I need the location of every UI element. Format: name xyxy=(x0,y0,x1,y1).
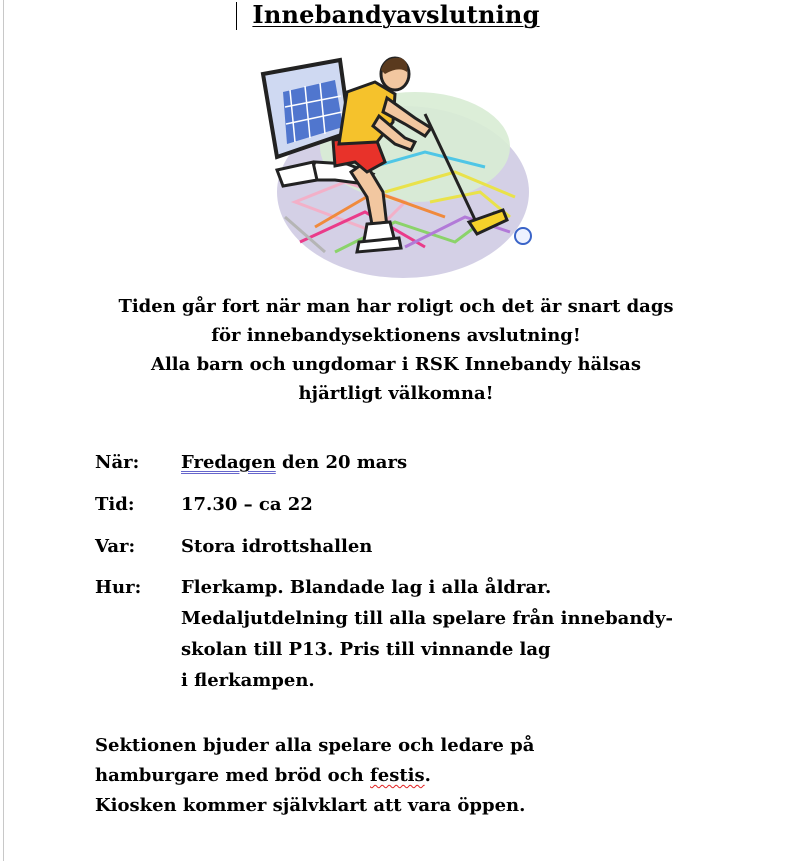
intro-text xyxy=(0,292,792,408)
how-line: Medaljutdelning till alla spelare från innebandy- xyxy=(181,608,673,629)
event-details xyxy=(95,452,715,691)
closing-line-part: . xyxy=(424,765,431,786)
spelling-flag-word[interactable]: festis xyxy=(370,765,425,786)
page-edge xyxy=(3,0,4,861)
how-line: Flerkamp. Blandade lag i alla åldrar. xyxy=(181,577,552,598)
intro-line: för innebandysektionens avslutning! xyxy=(211,325,581,346)
detail-value-time: 17.30 – ca 22 xyxy=(181,494,313,515)
grammar-flag-word[interactable]: Fredagen xyxy=(181,452,276,473)
closing-line-part: hamburgare med bröd och xyxy=(95,765,371,786)
ball xyxy=(515,228,531,244)
intro-line: hjärtligt välkomna! xyxy=(298,383,494,404)
detail-label-how: Hur: xyxy=(95,577,142,598)
detail-row-when xyxy=(95,452,715,494)
closing-line: Kiosken kommer självklart att vara öppen. xyxy=(95,795,526,816)
detail-value-where: Stora idrottshallen xyxy=(181,536,373,557)
detail-row-where xyxy=(95,536,715,572)
intro-line: Alla barn och ungdomar i RSK Innebandy hälsas xyxy=(151,354,641,375)
floorball-player-icon xyxy=(255,52,540,280)
closing-line: Sektionen bjuder alla spelare och ledare på xyxy=(95,735,535,756)
intro-line: Tiden går fort när man har roligt och det är snart dags xyxy=(118,296,674,317)
closing-line xyxy=(95,761,745,791)
detail-row-time xyxy=(95,494,715,536)
detail-label-when: När: xyxy=(95,452,140,473)
detail-value-how xyxy=(181,572,673,696)
detail-value-when-rest: den 20 mars xyxy=(275,452,408,473)
closing-text xyxy=(95,731,745,821)
how-line: skolan till P13. Pris till vinnande lag xyxy=(181,639,551,660)
text-cursor xyxy=(236,2,237,30)
page-title: Innebandyavslutning xyxy=(252,0,540,29)
how-line: i flerkampen. xyxy=(181,670,315,691)
detail-label-time: Tid: xyxy=(95,494,135,515)
detail-value-when xyxy=(181,452,407,473)
detail-label-where: Var: xyxy=(95,536,136,557)
